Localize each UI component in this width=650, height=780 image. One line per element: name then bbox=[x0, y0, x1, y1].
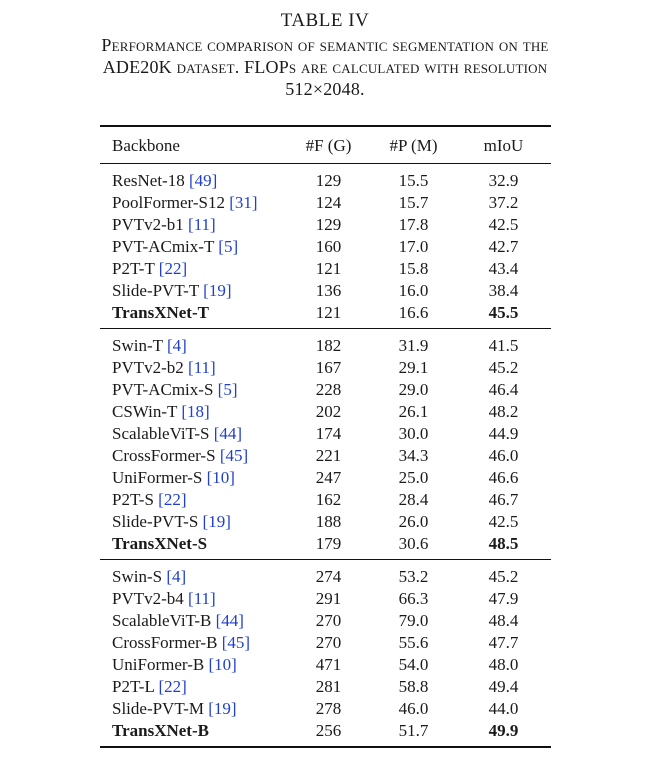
citation-link[interactable]: [45] bbox=[221, 633, 251, 652]
column-header-params: #P (M) bbox=[371, 126, 456, 164]
params-cell: 31.9 bbox=[371, 329, 456, 358]
citation-link[interactable]: [31] bbox=[229, 193, 258, 212]
flops-cell: 247 bbox=[315, 468, 342, 487]
backbone-name: P2T-T bbox=[112, 259, 155, 278]
miou-cell: 49.9 bbox=[456, 720, 551, 747]
backbone-cell bbox=[100, 511, 286, 533]
miou-cell: 48.4 bbox=[488, 611, 519, 630]
table-row bbox=[100, 164, 551, 193]
backbone-cell bbox=[100, 698, 286, 720]
backbone-cell bbox=[100, 280, 286, 302]
miou-cell: 38.4 bbox=[488, 281, 519, 300]
table-row bbox=[100, 588, 551, 610]
miou-cell: 46.4 bbox=[488, 380, 519, 399]
backbone-name: ScalableViT-S bbox=[112, 424, 210, 443]
backbone-name: Swin-T bbox=[112, 336, 163, 355]
params-cell: 26.0 bbox=[398, 512, 429, 531]
miou-cell: 49.4 bbox=[488, 677, 519, 696]
backbone-name: PoolFormer-S12 bbox=[112, 193, 225, 212]
table-row bbox=[100, 357, 551, 379]
params-cell: 51.7 bbox=[371, 720, 456, 747]
backbone-name: Slide-PVT-S bbox=[112, 512, 199, 531]
miou-cell: 43.4 bbox=[488, 259, 519, 278]
flops-cell: 182 bbox=[286, 329, 371, 358]
params-cell: 17.0 bbox=[398, 237, 429, 256]
backbone-name: TransXNet-B bbox=[112, 721, 209, 740]
flops-cell: 228 bbox=[315, 380, 342, 399]
miou-cell: 42.7 bbox=[488, 237, 519, 256]
citation-link[interactable]: [11] bbox=[188, 358, 216, 377]
backbone-cell bbox=[100, 302, 286, 329]
table-label: TABLE IV bbox=[280, 10, 370, 31]
table-row bbox=[100, 489, 551, 511]
miou-cell: 44.9 bbox=[488, 424, 519, 443]
citation-link[interactable]: [19] bbox=[202, 512, 231, 531]
backbone-name: Swin-S bbox=[112, 567, 163, 586]
flops-cell: 291 bbox=[315, 589, 342, 608]
flops-cell: 179 bbox=[315, 534, 342, 553]
backbone-name: CrossFormer-S bbox=[112, 446, 216, 465]
params-cell: 58.8 bbox=[398, 677, 429, 696]
citation-link[interactable]: [19] bbox=[208, 699, 237, 718]
table-row bbox=[100, 467, 551, 489]
params-cell: 15.8 bbox=[398, 259, 429, 278]
flops-cell: 129 bbox=[315, 171, 342, 190]
citation-link[interactable]: [11] bbox=[188, 589, 216, 608]
backbone-name: PVTv2-b1 bbox=[112, 215, 184, 234]
backbone-name: TransXNet-T bbox=[112, 303, 209, 322]
backbone-cell bbox=[100, 489, 286, 511]
backbone-name: UniFormer-S bbox=[112, 468, 203, 487]
miou-cell: 44.0 bbox=[488, 699, 519, 718]
miou-cell: 45.5 bbox=[488, 303, 519, 322]
params-cell: 17.8 bbox=[398, 215, 429, 234]
table-row bbox=[100, 610, 551, 632]
backbone-name: ResNet-18 bbox=[112, 171, 185, 190]
backbone-name: CSWin-T bbox=[112, 402, 178, 421]
citation-link[interactable]: [5] bbox=[218, 237, 239, 256]
flops-cell: 162 bbox=[315, 490, 342, 509]
citation-link[interactable]: [22] bbox=[158, 259, 188, 278]
miou-cell: 42.5 bbox=[488, 512, 519, 531]
backbone-cell bbox=[100, 632, 286, 654]
params-cell: 26.1 bbox=[398, 402, 429, 421]
citation-link[interactable]: [4] bbox=[166, 567, 187, 586]
params-cell: 28.4 bbox=[398, 490, 429, 509]
citation-link[interactable]: [44] bbox=[215, 611, 244, 630]
flops-cell: 121 bbox=[315, 259, 342, 278]
flops-cell: 124 bbox=[315, 193, 342, 212]
flops-cell: 278 bbox=[315, 699, 342, 718]
backbone-cell bbox=[100, 258, 286, 280]
table-row bbox=[100, 329, 551, 358]
flops-cell: 160 bbox=[315, 237, 342, 256]
table-row bbox=[100, 511, 551, 533]
caption-line-1: Performance comparison of semantic segmentation on the bbox=[101, 35, 549, 55]
flops-cell: 256 bbox=[286, 720, 371, 747]
table-row bbox=[100, 401, 551, 423]
table-row bbox=[100, 379, 551, 401]
flops-cell: 136 bbox=[315, 281, 342, 300]
citation-link[interactable]: [44] bbox=[213, 424, 243, 443]
miou-cell: 46.6 bbox=[488, 468, 519, 487]
backbone-cell bbox=[100, 445, 286, 467]
backbone-cell bbox=[100, 654, 286, 676]
citation-link[interactable]: [10] bbox=[206, 468, 235, 487]
citation-link[interactable]: [4] bbox=[166, 336, 187, 355]
table-row bbox=[100, 445, 551, 467]
backbone-cell bbox=[100, 533, 286, 560]
citation-link[interactable]: [22] bbox=[158, 490, 187, 509]
flops-cell: 270 bbox=[315, 633, 342, 652]
citation-link[interactable]: [19] bbox=[203, 281, 232, 300]
table-row bbox=[100, 258, 551, 280]
backbone-cell bbox=[100, 467, 286, 489]
backbone-name: P2T-S bbox=[112, 490, 154, 509]
flops-cell: 174 bbox=[315, 424, 342, 443]
table-row bbox=[100, 654, 551, 676]
backbone-cell bbox=[100, 588, 286, 610]
table-row bbox=[100, 698, 551, 720]
table-header-row bbox=[100, 126, 551, 164]
table-group-tiny bbox=[100, 164, 551, 329]
citation-link[interactable]: [5] bbox=[217, 380, 238, 399]
params-cell: 30.0 bbox=[398, 424, 429, 443]
table-row bbox=[100, 423, 551, 445]
flops-cell: 281 bbox=[315, 677, 342, 696]
backbone-name: ScalableViT-B bbox=[112, 611, 212, 630]
column-header-miou: mIoU bbox=[456, 126, 551, 164]
backbone-cell bbox=[100, 560, 286, 589]
flops-cell: 188 bbox=[315, 512, 342, 531]
table-row bbox=[100, 192, 551, 214]
params-cell: 15.5 bbox=[398, 171, 429, 190]
params-cell: 79.0 bbox=[398, 611, 429, 630]
miou-cell: 46.0 bbox=[488, 446, 519, 465]
miou-cell: 41.5 bbox=[456, 329, 551, 358]
backbone-name: UniFormer-B bbox=[112, 655, 205, 674]
table-group-base bbox=[100, 560, 551, 748]
table-row bbox=[100, 302, 551, 329]
table-row bbox=[100, 533, 551, 560]
table-row bbox=[100, 632, 551, 654]
flops-cell: 471 bbox=[315, 655, 342, 674]
params-cell: 54.0 bbox=[398, 655, 429, 674]
backbone-cell bbox=[100, 423, 286, 445]
backbone-name: Slide-PVT-M bbox=[112, 699, 204, 718]
backbone-name: TransXNet-S bbox=[112, 534, 208, 553]
backbone-name: Slide-PVT-T bbox=[112, 281, 199, 300]
citation-link[interactable]: [10] bbox=[208, 655, 237, 674]
backbone-name: CrossFormer-B bbox=[112, 633, 218, 652]
citation-link[interactable]: [49] bbox=[188, 171, 218, 190]
miou-cell: 46.7 bbox=[488, 490, 519, 509]
params-cell: 16.6 bbox=[398, 303, 429, 322]
params-cell: 25.0 bbox=[398, 468, 429, 487]
flops-cell: 129 bbox=[315, 215, 342, 234]
backbone-cell bbox=[100, 164, 286, 193]
backbone-cell bbox=[100, 610, 286, 632]
backbone-name: PVTv2-b2 bbox=[112, 358, 184, 377]
backbone-cell bbox=[100, 192, 286, 214]
params-cell: 29.0 bbox=[398, 380, 429, 399]
params-cell: 34.3 bbox=[398, 446, 429, 465]
backbone-cell bbox=[100, 357, 286, 379]
backbone-cell bbox=[100, 720, 286, 747]
params-cell: 66.3 bbox=[398, 589, 429, 608]
column-header-backbone: Backbone bbox=[100, 126, 286, 164]
params-cell: 16.0 bbox=[398, 281, 429, 300]
miou-cell: 45.2 bbox=[488, 358, 519, 377]
table-row bbox=[100, 280, 551, 302]
citation-link[interactable]: [18] bbox=[181, 402, 210, 421]
caption-line-2: ADE20K dataset. FLOPs are calculated with resolution bbox=[102, 57, 548, 77]
flops-cell: 202 bbox=[315, 402, 342, 421]
backbone-cell bbox=[100, 676, 286, 698]
params-cell: 55.6 bbox=[398, 633, 429, 652]
flops-cell: 274 bbox=[286, 560, 371, 589]
segmentation-results-table bbox=[100, 125, 551, 748]
backbone-name: PVT-ACmix-S bbox=[112, 380, 214, 399]
backbone-cell bbox=[100, 329, 286, 358]
miou-cell: 47.9 bbox=[488, 589, 519, 608]
citation-link[interactable]: [11] bbox=[188, 215, 216, 234]
miou-cell: 45.2 bbox=[456, 560, 551, 589]
miou-cell: 48.0 bbox=[488, 655, 519, 674]
miou-cell: 32.9 bbox=[488, 171, 519, 190]
miou-cell: 42.5 bbox=[488, 215, 519, 234]
column-header-flops: #F (G) bbox=[286, 126, 371, 164]
miou-cell: 47.7 bbox=[488, 633, 519, 652]
backbone-name: PVTv2-b4 bbox=[112, 589, 184, 608]
miou-cell: 48.2 bbox=[488, 402, 519, 421]
table-row bbox=[100, 214, 551, 236]
table-row bbox=[100, 676, 551, 698]
caption-line-3: 512×2048. bbox=[285, 79, 365, 99]
miou-cell: 48.5 bbox=[488, 534, 519, 553]
backbone-name: PVT-ACmix-T bbox=[112, 237, 215, 256]
params-cell: 30.6 bbox=[398, 534, 429, 553]
miou-cell: 37.2 bbox=[488, 193, 519, 212]
citation-link[interactable]: [22] bbox=[158, 677, 187, 696]
backbone-cell bbox=[100, 236, 286, 258]
flops-cell: 221 bbox=[315, 446, 342, 465]
params-cell: 53.2 bbox=[371, 560, 456, 589]
citation-link[interactable]: [45] bbox=[219, 446, 249, 465]
table-row bbox=[100, 560, 551, 589]
table-row bbox=[100, 236, 551, 258]
params-cell: 46.0 bbox=[398, 699, 429, 718]
backbone-cell bbox=[100, 379, 286, 401]
table-row bbox=[100, 720, 551, 747]
params-cell: 15.7 bbox=[398, 193, 429, 212]
backbone-name: P2T-L bbox=[112, 677, 155, 696]
flops-cell: 167 bbox=[315, 358, 342, 377]
flops-cell: 270 bbox=[315, 611, 342, 630]
backbone-cell bbox=[100, 401, 286, 423]
table-group-small bbox=[100, 329, 551, 560]
flops-cell: 121 bbox=[315, 303, 342, 322]
backbone-cell bbox=[100, 214, 286, 236]
params-cell: 29.1 bbox=[398, 358, 429, 377]
table-caption bbox=[0, 10, 650, 100]
